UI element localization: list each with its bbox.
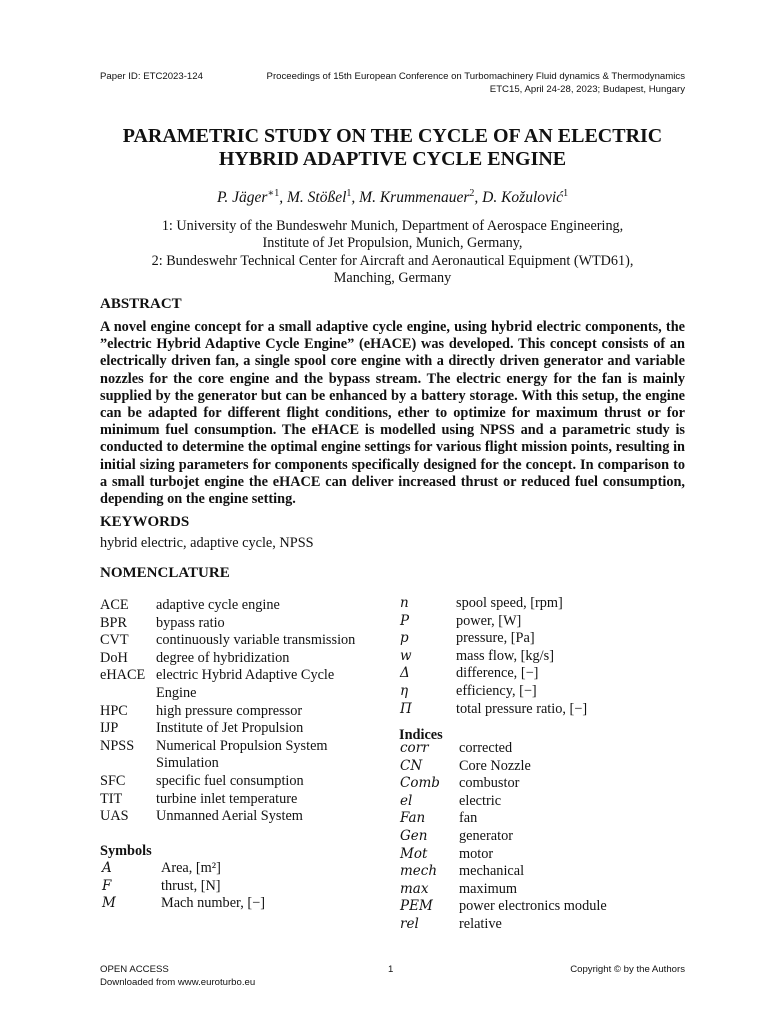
nomenclature-term: P [400, 612, 410, 629]
nomenclature-term: PEM [400, 898, 433, 915]
nomenclature-row [398, 758, 686, 776]
nomenclature-row [100, 878, 390, 896]
nomenclature-term: CVT [100, 632, 129, 649]
nomenclature-term: mech [400, 863, 438, 880]
page-number: 1 [388, 964, 394, 975]
nomenclature-row [100, 597, 390, 615]
author-separator: , [279, 189, 287, 207]
nomenclature-row [100, 895, 390, 913]
nomenclature-definition: generator [459, 827, 513, 844]
affiliation-line: Manching, Germany [333, 270, 452, 287]
nomenclature-term: p [400, 630, 409, 647]
nomenclature-definition: combustor [459, 775, 520, 792]
nomenclature-definition: spool speed, [rpm] [456, 595, 563, 611]
nomenclature-row [398, 775, 686, 793]
nomenclature-term: Comb [400, 775, 440, 792]
nomenclature-term: BPR [100, 614, 128, 631]
nomenclature-definition: high pressure compressor [156, 702, 303, 719]
title-line-2: HYBRID ADAPTIVE CYCLE ENGINE [218, 148, 567, 170]
nomenclature-definition: motor [459, 845, 494, 862]
nomenclature-row [398, 828, 686, 846]
author-affiliation-mark: 2 [469, 188, 475, 199]
affiliations [100, 218, 685, 288]
author-4 [482, 189, 568, 206]
nomenclature-row [398, 701, 686, 719]
nomenclature-definition: Unmanned Aerial System [156, 808, 303, 825]
nomenclature-row [398, 665, 686, 683]
keywords-text: hybrid electric, adaptive cycle, NPSS [100, 535, 314, 551]
nomenclature-definition: continuously variable transmission [156, 632, 356, 649]
nomenclature-definition: relative [459, 915, 502, 932]
author-3 [359, 189, 482, 206]
author-separator: , [351, 189, 360, 207]
nomenclature-term: HPC [100, 702, 128, 719]
nomenclature-definition: thrust, [N] [161, 877, 221, 894]
keywords-heading: KEYWORDS [100, 514, 190, 530]
nomenclature-term: TIT [100, 790, 123, 807]
open-access-label: OPEN ACCESS [100, 964, 169, 975]
nomenclature-term: rel [400, 915, 419, 932]
nomenclature-row [398, 648, 686, 666]
author-separator: , [474, 189, 483, 207]
nomenclature-row [398, 881, 686, 899]
proceedings-line-2: ETC15, April 24-28, 2023; Budapest, Hungary [489, 83, 685, 95]
author-1 [217, 189, 287, 206]
nomenclature-term: Fan [400, 810, 426, 827]
author-affiliation-mark: 1 [346, 188, 352, 199]
paper-title [100, 125, 685, 171]
nomenclature-row [100, 632, 390, 650]
symbols-heading: Symbols [100, 843, 152, 859]
nomenclature-definition: Numerical Propulsion System [156, 737, 328, 754]
nomenclature-definition: Core Nozzle [459, 757, 531, 774]
nomenclature-term: Gen [400, 827, 428, 844]
nomenclature-term: el [400, 792, 413, 809]
nomenclature-term: Mot [400, 845, 428, 862]
nomenclature-term: η [400, 682, 409, 699]
nomenclature-term: max [400, 880, 429, 897]
nomenclature-definition: specific fuel consumption [156, 772, 304, 789]
nomenclature-definition: turbine inlet temperature [156, 790, 298, 807]
nomenclature-definition: power, [W] [456, 612, 522, 629]
nomenclature-definition: fan [459, 810, 478, 827]
nomenclature-row [100, 808, 390, 826]
nomenclature-row [398, 846, 686, 864]
nomenclature-heading: NOMENCLATURE [100, 565, 230, 581]
author-name: D. Kožulović [482, 189, 564, 207]
nomenclature-row [100, 791, 390, 809]
nomenclature-row [398, 810, 686, 828]
copyright-notice: Copyright © by the Authors [570, 964, 685, 975]
nomenclature-row [100, 615, 390, 633]
nomenclature-term: n [400, 595, 409, 611]
nomenclature-row [100, 703, 390, 721]
nomenclature-term: SFC [100, 772, 126, 789]
nomenclature-definition: Engine [156, 684, 197, 701]
nomenclature-definition: degree of hybridization [156, 649, 290, 666]
nomenclature-term: corr [400, 740, 429, 756]
nomenclature-term: M [102, 895, 116, 912]
nomenclature-term: Π [400, 700, 412, 717]
nomenclature-row [100, 860, 390, 878]
nomenclature-definition: bypass ratio [156, 614, 225, 631]
indices-heading: Indices [399, 727, 443, 743]
nomenclature-definition: efficiency, [−] [456, 682, 537, 699]
nomenclature-row [100, 755, 390, 773]
nomenclature-definition: mass flow, [kg/s] [456, 647, 554, 664]
nomenclature-row [100, 738, 390, 756]
nomenclature-term: A [102, 860, 112, 876]
footer-left [100, 964, 255, 989]
nomenclature-definition: total pressure ratio, [−] [456, 700, 588, 717]
symbol-list-left [100, 860, 390, 913]
nomenclature-row [100, 720, 390, 738]
nomenclature-definition: electric Hybrid Adaptive Cycle [156, 667, 335, 684]
nomenclature-row [398, 898, 686, 916]
author-name: P. Jäger [216, 189, 268, 207]
nomenclature-definition: difference, [−] [456, 665, 539, 682]
affiliation-line: 2: Bundeswehr Technical Center for Aircraft and Aeronautical Equipment (WTD61), [151, 252, 634, 269]
nomenclature-term: IJP [100, 720, 119, 737]
author-name: M. Krummenauer [359, 189, 470, 207]
nomenclature-row [100, 650, 390, 668]
proceedings-line-1: Proceedings of 15th European Conference on Turbomachinery Fluid dynamics & Thermodynamics [266, 71, 685, 82]
nomenclature-row [398, 916, 686, 934]
nomenclature-term: UAS [100, 808, 129, 825]
abbreviation-list [100, 597, 390, 826]
proceedings-info [267, 71, 685, 96]
nomenclature-term: Δ [400, 665, 410, 682]
nomenclature-row [398, 595, 686, 613]
nomenclature-row [398, 863, 686, 881]
nomenclature-definition: mechanical [459, 863, 525, 880]
author-name: M. Stößel [287, 189, 347, 207]
nomenclature-definition: power electronics module [459, 898, 607, 915]
nomenclature-term: CN [400, 757, 423, 774]
nomenclature-definition: Area, [m²] [161, 860, 221, 876]
nomenclature-term: eHACE [100, 667, 146, 684]
nomenclature-row [398, 613, 686, 631]
title-line-1: PARAMETRIC STUDY ON THE CYCLE OF AN ELECTRIC [122, 125, 663, 147]
author-2 [287, 189, 359, 206]
nomenclature-row [100, 685, 390, 703]
affiliation-line: Institute of Jet Propulsion, Munich, Germany, [262, 235, 523, 252]
nomenclature-definition: Mach number, [−] [161, 895, 265, 912]
nomenclature-term: DoH [100, 649, 128, 666]
abstract-heading: ABSTRACT [100, 296, 182, 312]
nomenclature-definition: electric [459, 792, 502, 809]
nomenclature-row [398, 683, 686, 701]
paper-id: Paper ID: ETC2023-124 [100, 71, 203, 82]
nomenclature-definition: adaptive cycle engine [156, 597, 280, 613]
nomenclature-row [398, 630, 686, 648]
indices-list [398, 740, 686, 934]
nomenclature-definition: pressure, [Pa] [456, 630, 535, 647]
symbol-list-right [398, 595, 686, 718]
nomenclature-definition: corrected [459, 740, 513, 756]
nomenclature-term: w [400, 647, 412, 664]
nomenclature-term: NPSS [100, 737, 135, 754]
nomenclature-row [100, 667, 390, 685]
nomenclature-definition: maximum [459, 880, 517, 897]
nomenclature-definition: Simulation [156, 755, 219, 772]
abstract-text: A novel engine concept for a small adaptive cycle engine, using hybrid electric components, the ”electric Hybrid Adaptive Cycle Engine” (eHACE) was developed. This concept consists of an electrically driven fan, a single spool core engine with a directly driven generator and variable nozzles for the core engine and the bypass stream. The electric energy for the fan is mainly supplied by the generator but can be enhanced by a battery storage. With this setup, the engine can be adapted for different flight conditions, ether to optimize for maximum thrust or for minimum fuel consumption. The eHACE is modelled using NPSS and a parametric study is conducted to determine the optimal engine settings for various flight mission points, resulting in initial sizing parameters for components specifically designed for the concept. In comparison to a small turbojet engine the eHACE can deliver increased thrust or reduced fuel consumption, depending on the engine setting. [100, 319, 685, 508]
download-source: Downloaded from www.euroturbo.eu [100, 976, 256, 988]
author-list [100, 188, 685, 207]
nomenclature-term: F [102, 877, 112, 894]
nomenclature-definition: Institute of Jet Propulsion [156, 720, 304, 737]
author-affiliation-mark: ∗1 [267, 188, 280, 199]
author-affiliation-mark: 1 [563, 188, 569, 199]
nomenclature-row [100, 773, 390, 791]
nomenclature-row [398, 793, 686, 811]
nomenclature-term: ACE [100, 597, 129, 613]
affiliation-line: 1: University of the Bundeswehr Munich, Department of Aerospace Engineering, [161, 218, 624, 234]
nomenclature-row [398, 740, 686, 758]
